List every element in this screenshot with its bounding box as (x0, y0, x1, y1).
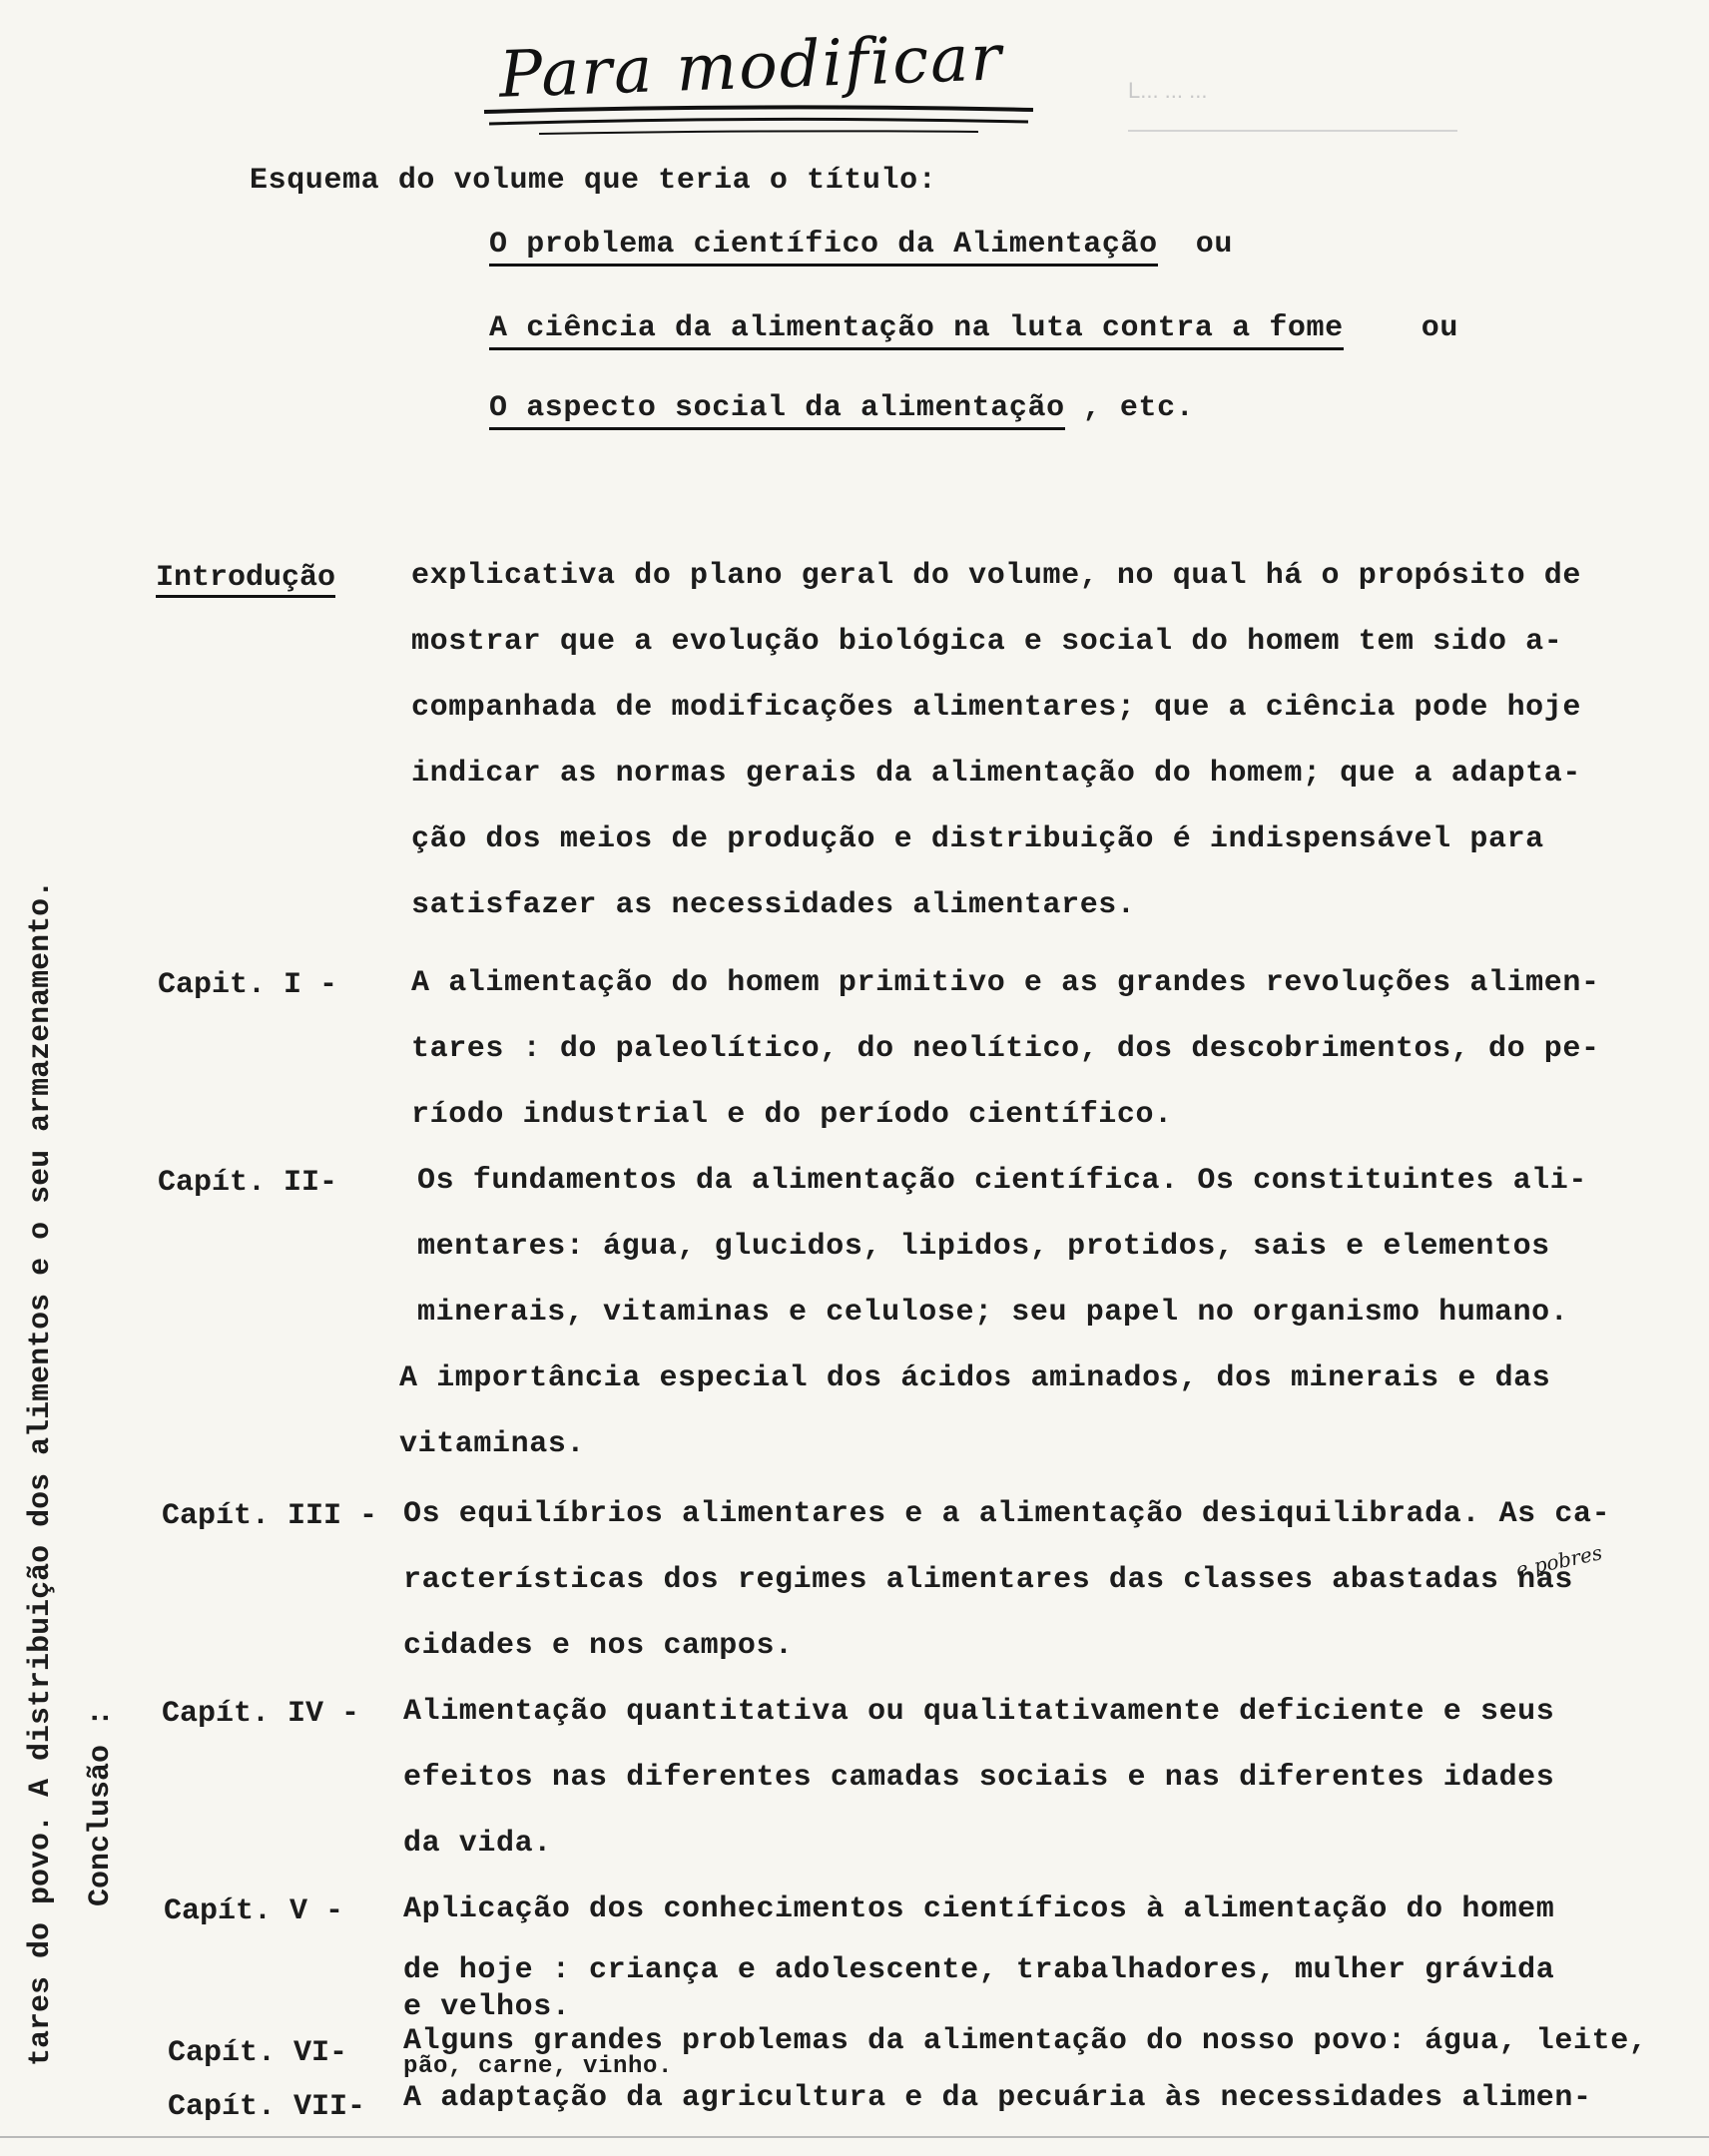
text-line: A alimentação do homem primitivo e as grandes revoluções alimen- (411, 966, 1600, 1000)
chapter-label: Capít. VI- (168, 2036, 348, 2070)
chapter-3 (403, 1481, 1671, 1679)
chapter-label: Capít. II- (158, 1166, 338, 1200)
handwritten-title: Para modificar (497, 21, 1004, 113)
title-suffix: ou (1421, 311, 1458, 345)
text-line: cidades e nos campos. (403, 1629, 794, 1663)
text-line: indicar as normas gerais da alimentação do homem; que a adapta- (411, 757, 1581, 791)
text-line: efeitos nas diferentes camadas sociais e nas diferentes idades (403, 1761, 1555, 1795)
text-line: companhada de modificações alimentares; que a ciência pode hoje (411, 691, 1581, 725)
section-label-introducao: Introdução (156, 561, 335, 598)
title-text: A ciência da alimentação na luta contra a fome (489, 311, 1344, 350)
text-line: mostrar que a evolução biológica e social do homem tem sido a- (411, 625, 1563, 659)
title-suffix: , etc. (1082, 391, 1195, 425)
text-line: vitaminas. (399, 1427, 586, 1461)
text-line: Alguns grandes problemas da alimentação do nosso povo: água, leite, (403, 2024, 1648, 2058)
chapter-2 (399, 1148, 1685, 1477)
vertical-margin-text: tares do povo. A distribuição dos alimentos e o seu armazenamento. (24, 879, 58, 2066)
chapter-4 (403, 1679, 1671, 1877)
handwritten-marginal-note: e pobres (1513, 1540, 1605, 1582)
section-introducao (411, 543, 1679, 938)
scheme-intro: Esquema do volume que teria o título: (250, 164, 937, 198)
title-text: O problema científico da Alimentação (489, 228, 1158, 267)
chapter-6 (403, 2026, 1671, 2078)
chapter-label: Capít. III - (162, 1499, 378, 1533)
text-line: racterísticas dos regimes alimentares das classes abastadas nas (403, 1563, 1573, 1597)
chapter-1 (411, 950, 1679, 1148)
text-line: e velhos. (403, 1990, 571, 2024)
title-option-1 (489, 228, 1233, 262)
text-line: pão, carne, vinho. (403, 2053, 674, 2080)
chapter-label: Capít. V - (164, 1894, 344, 1928)
title-text: O aspecto social da alimentação (489, 391, 1065, 430)
chapter-label: Capít. VII- (168, 2090, 366, 2124)
faint-stamp: L... ... ... (1128, 78, 1208, 103)
text-line: minerais, vitaminas e celulose; seu papel no organismo humano. (417, 1296, 1569, 1330)
text-line: tares : do paleolítico, do neolítico, dos descobrimentos, do pe- (411, 1032, 1600, 1066)
text-line: Alimentação quantitativa ou qualitativamente deficiente e seus (403, 1695, 1555, 1729)
text-line: mentares: água, glucidos, lipidos, protidos, sais e elementos (417, 1230, 1550, 1264)
title-option-3 (489, 391, 1194, 425)
text-line: satisfazer as necessidades alimentares. (411, 888, 1136, 922)
text-line: de hoje : criança e adolescente, trabalhadores, mulher grávida (403, 1953, 1555, 1987)
vertical-conclusion-label: Conclusão : (84, 1708, 118, 1906)
page-bottom-edge (0, 2136, 1709, 2138)
chapter-label: Capit. I - (158, 968, 338, 1002)
text-line: ção dos meios de produção e distribuição é indispensável para (411, 822, 1544, 856)
text-line: Os equilíbrios alimentares e a alimentação desiquilibrada. As ca- (403, 1497, 1611, 1531)
text-line: Aplicação dos conhecimentos científicos à alimentação do homem (403, 1892, 1555, 1926)
chapter-7 (403, 2080, 1671, 2116)
chapter-label: Capít. IV - (162, 1697, 360, 1731)
handwritten-underline (479, 100, 1038, 140)
text-line: da vida. (403, 1827, 552, 1861)
text-line: A importância especial dos ácidos aminados, dos minerais e das (399, 1361, 1551, 1395)
faint-divider (1128, 130, 1457, 132)
chapter-5 (403, 1877, 1671, 2024)
text-line: ríodo industrial e do período científico. (411, 1098, 1173, 1132)
text-line: Os fundamentos da alimentação científica. Os constituintes ali- (417, 1164, 1587, 1198)
title-option-2 (489, 311, 1458, 345)
text-line: A adaptação da agricultura e da pecuária às necessidades alimen- (403, 2081, 1592, 2115)
text-line: explicativa do plano geral do volume, no qual há o propósito de (411, 559, 1581, 593)
title-suffix: ou (1195, 228, 1233, 262)
